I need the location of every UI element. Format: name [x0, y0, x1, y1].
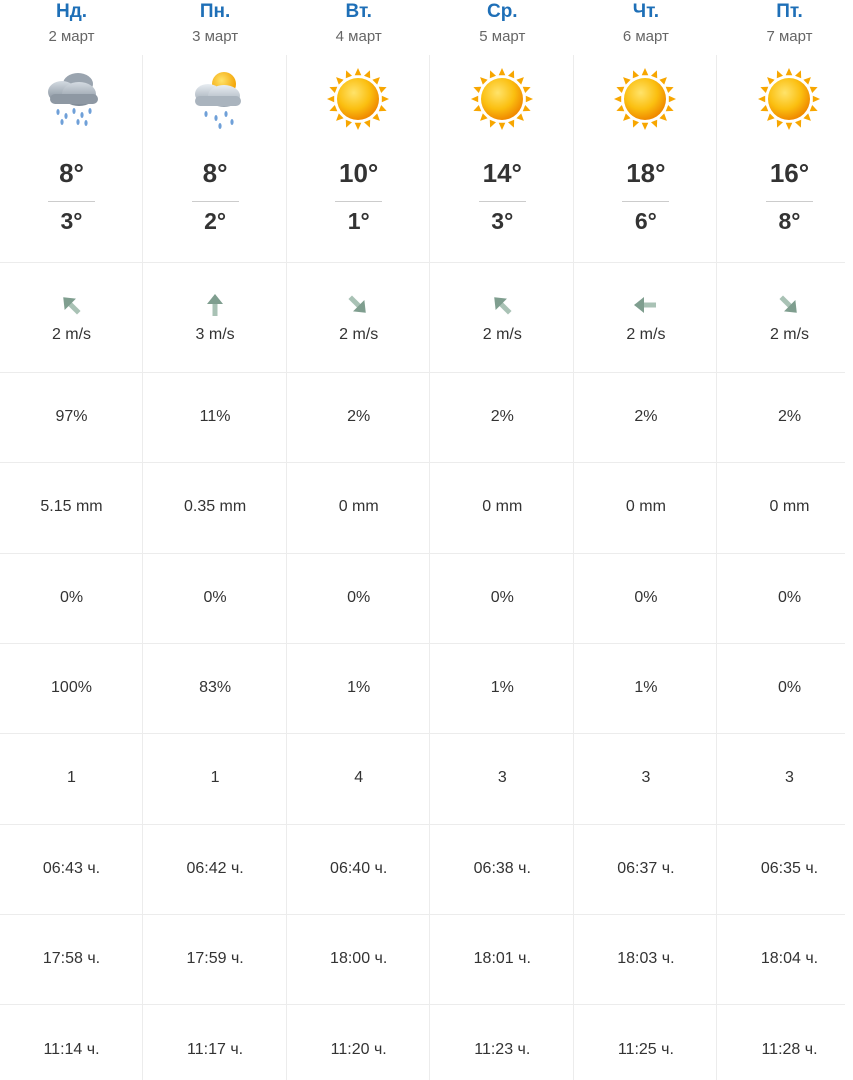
uv-index: 3 [641, 769, 651, 786]
temp-separator [766, 201, 813, 202]
precip-amount: 0 mm [769, 498, 810, 515]
sunset-time: 18:01 ч. [473, 950, 531, 967]
day-name[interactable]: Вт. [345, 1, 372, 22]
value-row-4: 1% [347, 679, 371, 696]
rain-cloud-icon [36, 64, 106, 134]
wind-speed: 2 m/s [51, 326, 92, 343]
day-length: 11:28 ч. [761, 1041, 818, 1058]
wind-speed: 3 m/s [195, 326, 235, 343]
precip-amount: 0 mm [625, 498, 666, 515]
temp-max: 10° [339, 158, 379, 188]
day-name[interactable]: Пн. [199, 1, 231, 22]
precip-amount: 0 mm [482, 498, 523, 515]
sun-icon [323, 64, 393, 134]
value-row-3: 0% [59, 589, 84, 606]
wind-direction-arrow-icon [774, 290, 804, 320]
wind-speed: 2 m/s [482, 326, 522, 343]
day-length: 11:20 ч. [330, 1041, 387, 1058]
value-row-4: 1% [490, 679, 514, 696]
wind-direction-arrow-icon [200, 290, 230, 320]
wind-direction-arrow-icon [487, 290, 517, 320]
day-date: 3 март [192, 28, 239, 45]
sunset-time: 18:03 ч. [617, 950, 675, 967]
uv-index: 3 [785, 769, 794, 786]
value-row-3: 0% [634, 589, 658, 606]
value-row-1: 11% [199, 408, 231, 425]
sun-icon [754, 64, 824, 134]
sun-cloud-rain-icon [180, 64, 250, 134]
value-row-4: 1% [634, 679, 658, 696]
temp-max: 14° [482, 158, 522, 188]
temp-separator [48, 201, 95, 202]
value-row-4: 0% [777, 679, 802, 696]
day-length: 11:14 ч. [43, 1041, 100, 1058]
day-column [574, 0, 717, 1080]
sunrise-time: 06:43 ч. [42, 860, 101, 877]
sunset-time: 17:58 ч. [42, 950, 101, 967]
temp-min: 3° [491, 208, 514, 234]
uv-index: 3 [497, 769, 507, 786]
day-length: 11:17 ч. [187, 1041, 244, 1058]
day-length: 11:25 ч. [617, 1041, 674, 1058]
temp-separator [335, 201, 382, 202]
wind-direction-arrow-icon [56, 290, 86, 320]
day-column [0, 0, 143, 1080]
value-row-4: 100% [51, 679, 92, 696]
sunset-time: 17:59 ч. [186, 950, 244, 967]
temp-max: 18° [626, 158, 666, 188]
value-row-1: 97% [55, 408, 88, 425]
uv-index: 4 [354, 769, 364, 786]
temp-separator [622, 201, 669, 202]
temp-max: 8° [202, 158, 228, 188]
wind-direction-arrow-icon [630, 290, 660, 320]
temp-separator [192, 201, 239, 202]
uv-index: 1 [210, 769, 220, 786]
wind-speed: 2 m/s [769, 326, 810, 343]
sun-icon [610, 64, 680, 134]
value-row-1: 2% [490, 408, 514, 425]
day-date: 4 март [335, 28, 382, 45]
sunrise-time: 06:37 ч. [617, 860, 675, 877]
sunrise-time: 06:38 ч. [473, 860, 531, 877]
day-date: 5 март [479, 28, 526, 45]
value-row-1: 2% [777, 408, 802, 425]
value-row-1: 2% [347, 408, 371, 425]
day-date: 7 март [766, 28, 813, 45]
temp-min: 6° [634, 208, 657, 234]
value-row-3: 0% [777, 589, 802, 606]
value-row-1: 2% [634, 408, 658, 425]
day-name[interactable]: Ср. [486, 1, 518, 22]
temp-min: 1° [347, 208, 370, 234]
sunrise-time: 06:40 ч. [330, 860, 388, 877]
wind-speed: 2 m/s [626, 326, 666, 343]
value-row-3: 0% [347, 589, 371, 606]
day-column [144, 0, 287, 1080]
sun-icon [467, 64, 537, 134]
day-name[interactable]: Нд. [55, 1, 88, 22]
temp-min: 8° [778, 208, 801, 234]
day-column [431, 0, 574, 1080]
sunrise-time: 06:35 ч. [760, 860, 819, 877]
sunrise-time: 06:42 ч. [186, 860, 244, 877]
temp-max: 8° [59, 158, 84, 188]
uv-index: 1 [67, 769, 76, 786]
sunset-time: 18:04 ч. [760, 950, 819, 967]
day-column [287, 0, 430, 1080]
day-length: 11:23 ч. [474, 1041, 531, 1058]
temp-min: 2° [204, 208, 227, 234]
day-name[interactable]: Чт. [632, 1, 660, 22]
temp-max: 16° [769, 158, 810, 188]
temp-min: 3° [60, 208, 83, 234]
wind-direction-arrow-icon [343, 290, 373, 320]
day-name[interactable]: Пт. [776, 1, 803, 22]
precip-amount: 5.15 mm [40, 498, 103, 515]
value-row-3: 0% [203, 589, 227, 606]
temp-separator [479, 201, 526, 202]
value-row-3: 0% [490, 589, 514, 606]
value-row-4: 83% [199, 679, 232, 696]
wind-speed: 2 m/s [339, 326, 379, 343]
day-date: 6 март [622, 28, 669, 45]
sunset-time: 18:00 ч. [330, 950, 388, 967]
day-column [718, 0, 853, 1080]
precip-amount: 0 mm [338, 498, 379, 515]
precip-amount: 0.35 mm [183, 498, 247, 515]
day-date: 2 март [48, 28, 95, 45]
